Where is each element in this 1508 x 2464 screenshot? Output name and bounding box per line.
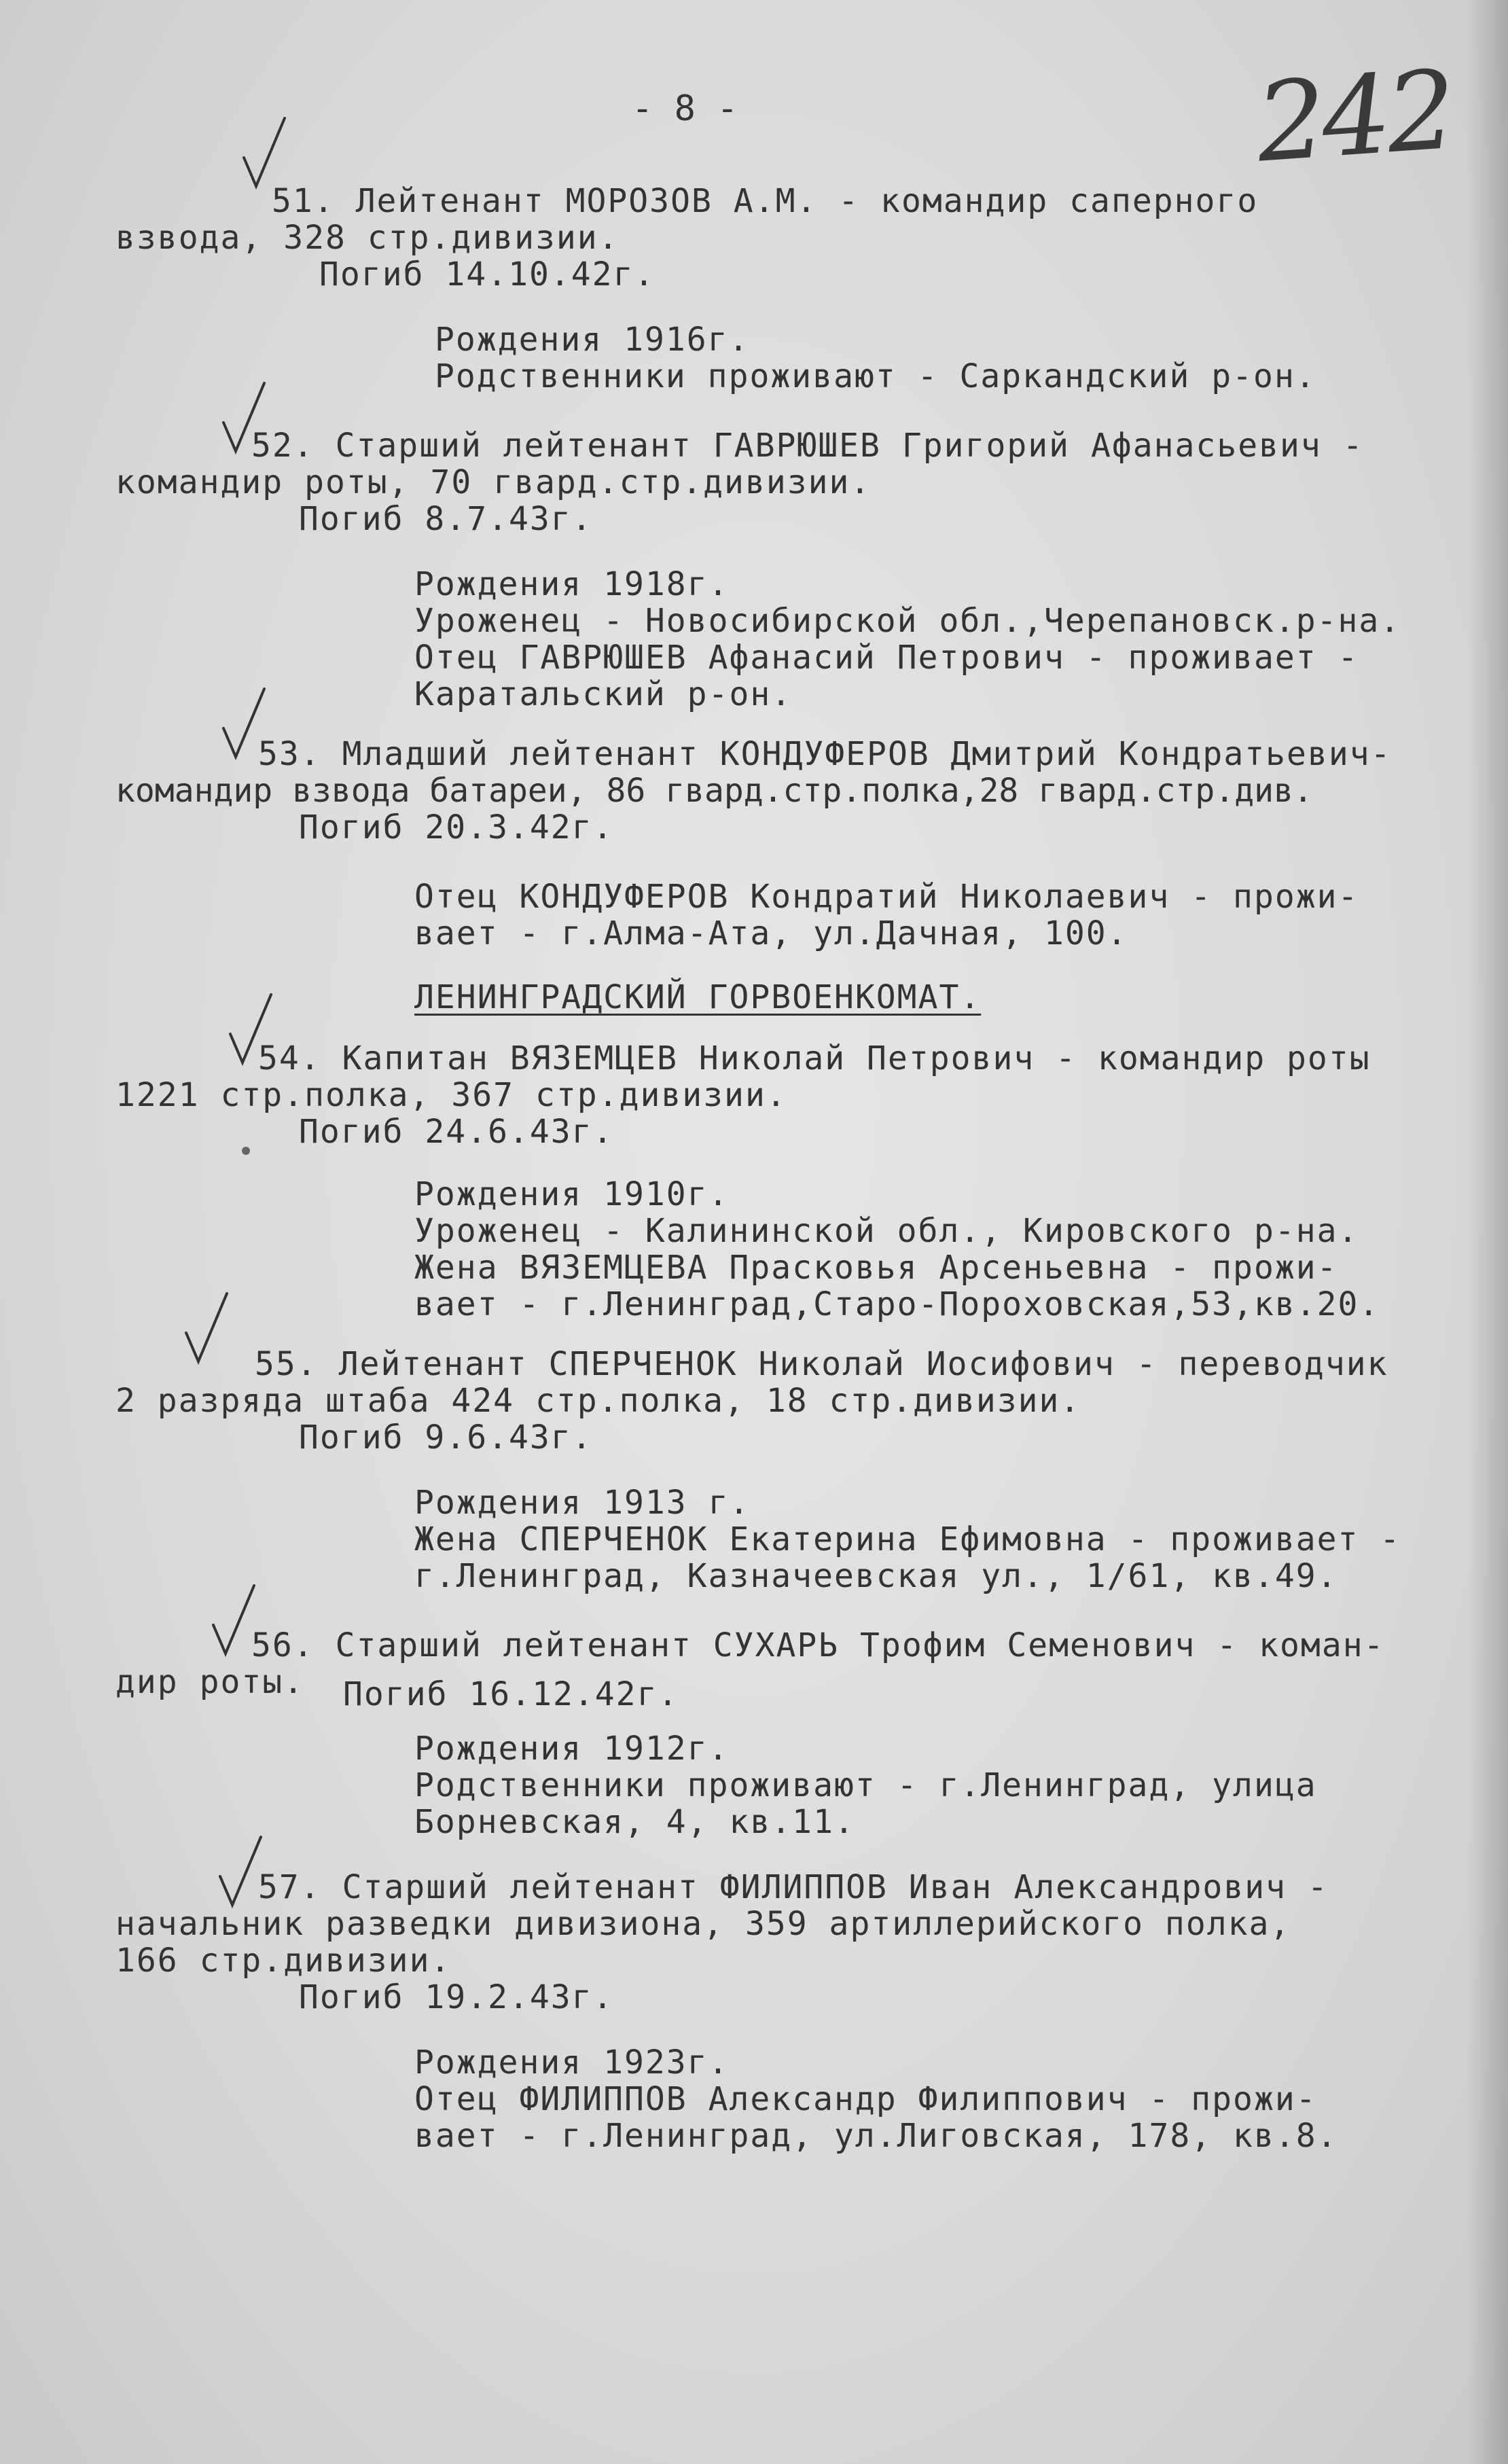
entry-54-death: Погиб 24.6.43г. xyxy=(299,1113,614,1151)
page-edge-shadow xyxy=(1467,0,1508,2464)
page-number: - 8 - xyxy=(632,88,738,129)
entry-53-father: Отец КОНДУФЕРОВ Кондратий Николаевич - прожи- xyxy=(414,878,1359,916)
entry-54-line-2: 1221 стр.полка, 367 стр.дивизии. xyxy=(115,1076,787,1114)
entry-56-birth: Рождения 1912г. xyxy=(414,1730,730,1768)
entry-54-line-1: 54. Капитан ВЯЗЕМЦЕВ Николай Петрович - командир роты xyxy=(258,1039,1371,1077)
entry-51-line-1: 51. Лейтенант МОРОЗОВ А.М. - командир саперного xyxy=(272,182,1259,220)
entry-57-death: Погиб 19.2.43г. xyxy=(299,1978,614,2016)
check-mark-icon xyxy=(183,1291,231,1365)
entry-53-line-1: 53. Младший лейтенант КОНДУФЕРОВ Дмитрий Кондратьевич- xyxy=(258,735,1392,773)
entry-53-line-2: командир взвода батареи, 86 гвард.стр.полка,28 гвард.стр.див. xyxy=(115,772,1313,810)
entry-53-death: Погиб 20.3.42г. xyxy=(299,808,614,846)
entry-57-father-cont: вает - г.Ленинград, ул.Лиговская, 178, кв.8. xyxy=(414,2117,1338,2155)
entry-57-line-1: 57. Старший лейтенант ФИЛИППОВ Иван Александрович - xyxy=(258,1868,1329,1906)
entry-55-line-2: 2 разряда штаба 424 стр.полка, 18 стр.дивизии. xyxy=(115,1382,1081,1420)
entry-55-line-1: 55. Лейтенант СПЕРЧЕНОК Николай Иосифович - переводчик xyxy=(255,1345,1388,1383)
entry-52-death: Погиб 8.7.43г. xyxy=(299,500,593,538)
entry-51-relatives: Родственники проживают - Саркандский р-он. xyxy=(435,357,1316,395)
ink-speck xyxy=(242,1147,250,1155)
entry-57-line-2: начальник разведки дивизиона, 359 артиллерийского полка, xyxy=(115,1905,1291,1943)
entry-56-line-1: 56. Старший лейтенант СУХАРЬ Трофим Семенович - коман- xyxy=(251,1626,1385,1664)
check-mark-icon xyxy=(241,115,289,190)
entry-51-line-2: взвода, 328 стр.дивизии. xyxy=(115,219,620,257)
entry-56-relatives: Родственники проживают - г.Ленинград, улица xyxy=(414,1766,1317,1804)
entry-53-father-cont: вает - г.Алма-Ата, ул.Дачная, 100. xyxy=(414,914,1128,952)
entry-55-wife-cont: г.Ленинград, Казначеевская ул., 1/61, кв.49. xyxy=(414,1557,1338,1595)
entry-55-wife: Жена СПЕРЧЕНОК Екатерина Ефимовна - проживает - xyxy=(414,1520,1401,1558)
entry-56-relatives-cont: Борневская, 4, кв.11. xyxy=(414,1803,855,1841)
entry-52-birth: Рождения 1918г. xyxy=(414,565,730,603)
entry-52-father: Отец ГАВРЮШЕВ Афанасий Петрович - проживает - xyxy=(414,639,1359,677)
entry-51-birth: Рождения 1916г. xyxy=(435,321,750,359)
entry-54-birthplace: Уроженец - Калининской обл., Кировского р-на. xyxy=(414,1212,1359,1250)
entry-57-father: Отец ФИЛИППОВ Александр Филиппович - прожи- xyxy=(414,2080,1317,2118)
entry-56-line-2: дир роты. xyxy=(115,1663,305,1701)
entry-57-line-3: 166 стр.дивизии. xyxy=(115,1942,452,1980)
entry-57-birth: Рождения 1923г. xyxy=(414,2043,730,2082)
entry-52-line-2: командир роты, 70 гвард.стр.дивизии. xyxy=(115,463,872,501)
entry-52-line-1: 52. Старший лейтенант ГАВРЮШЕВ Григорий Афанасьевич - xyxy=(251,427,1364,465)
section-heading: ЛЕНИНГРАДСКИЙ ГОРВОЕНКОМАТ. xyxy=(414,978,982,1016)
entry-56-death: Погиб 16.12.42г. xyxy=(343,1675,679,1713)
entry-52-birthplace: Уроженец - Новосибирской обл.,Черепановск.р-на. xyxy=(414,602,1401,640)
entry-55-death: Погиб 9.6.43г. xyxy=(299,1418,593,1457)
entry-54-wife-cont: вает - г.Ленинград,Старо-Пороховская,53,кв.20. xyxy=(414,1285,1380,1323)
entry-51-death: Погиб 14.10.42г. xyxy=(319,255,656,293)
handwritten-folio-number: 242 xyxy=(1252,46,1456,187)
entry-52-father-cont: Каратальский р-он. xyxy=(414,675,793,713)
entry-54-wife: Жена ВЯЗЕМЦЕВА Прасковья Арсеньевна - прожи- xyxy=(414,1249,1338,1287)
entry-54-birth: Рождения 1910г. xyxy=(414,1175,730,1213)
entry-55-birth: Рождения 1913 г. xyxy=(414,1484,751,1522)
